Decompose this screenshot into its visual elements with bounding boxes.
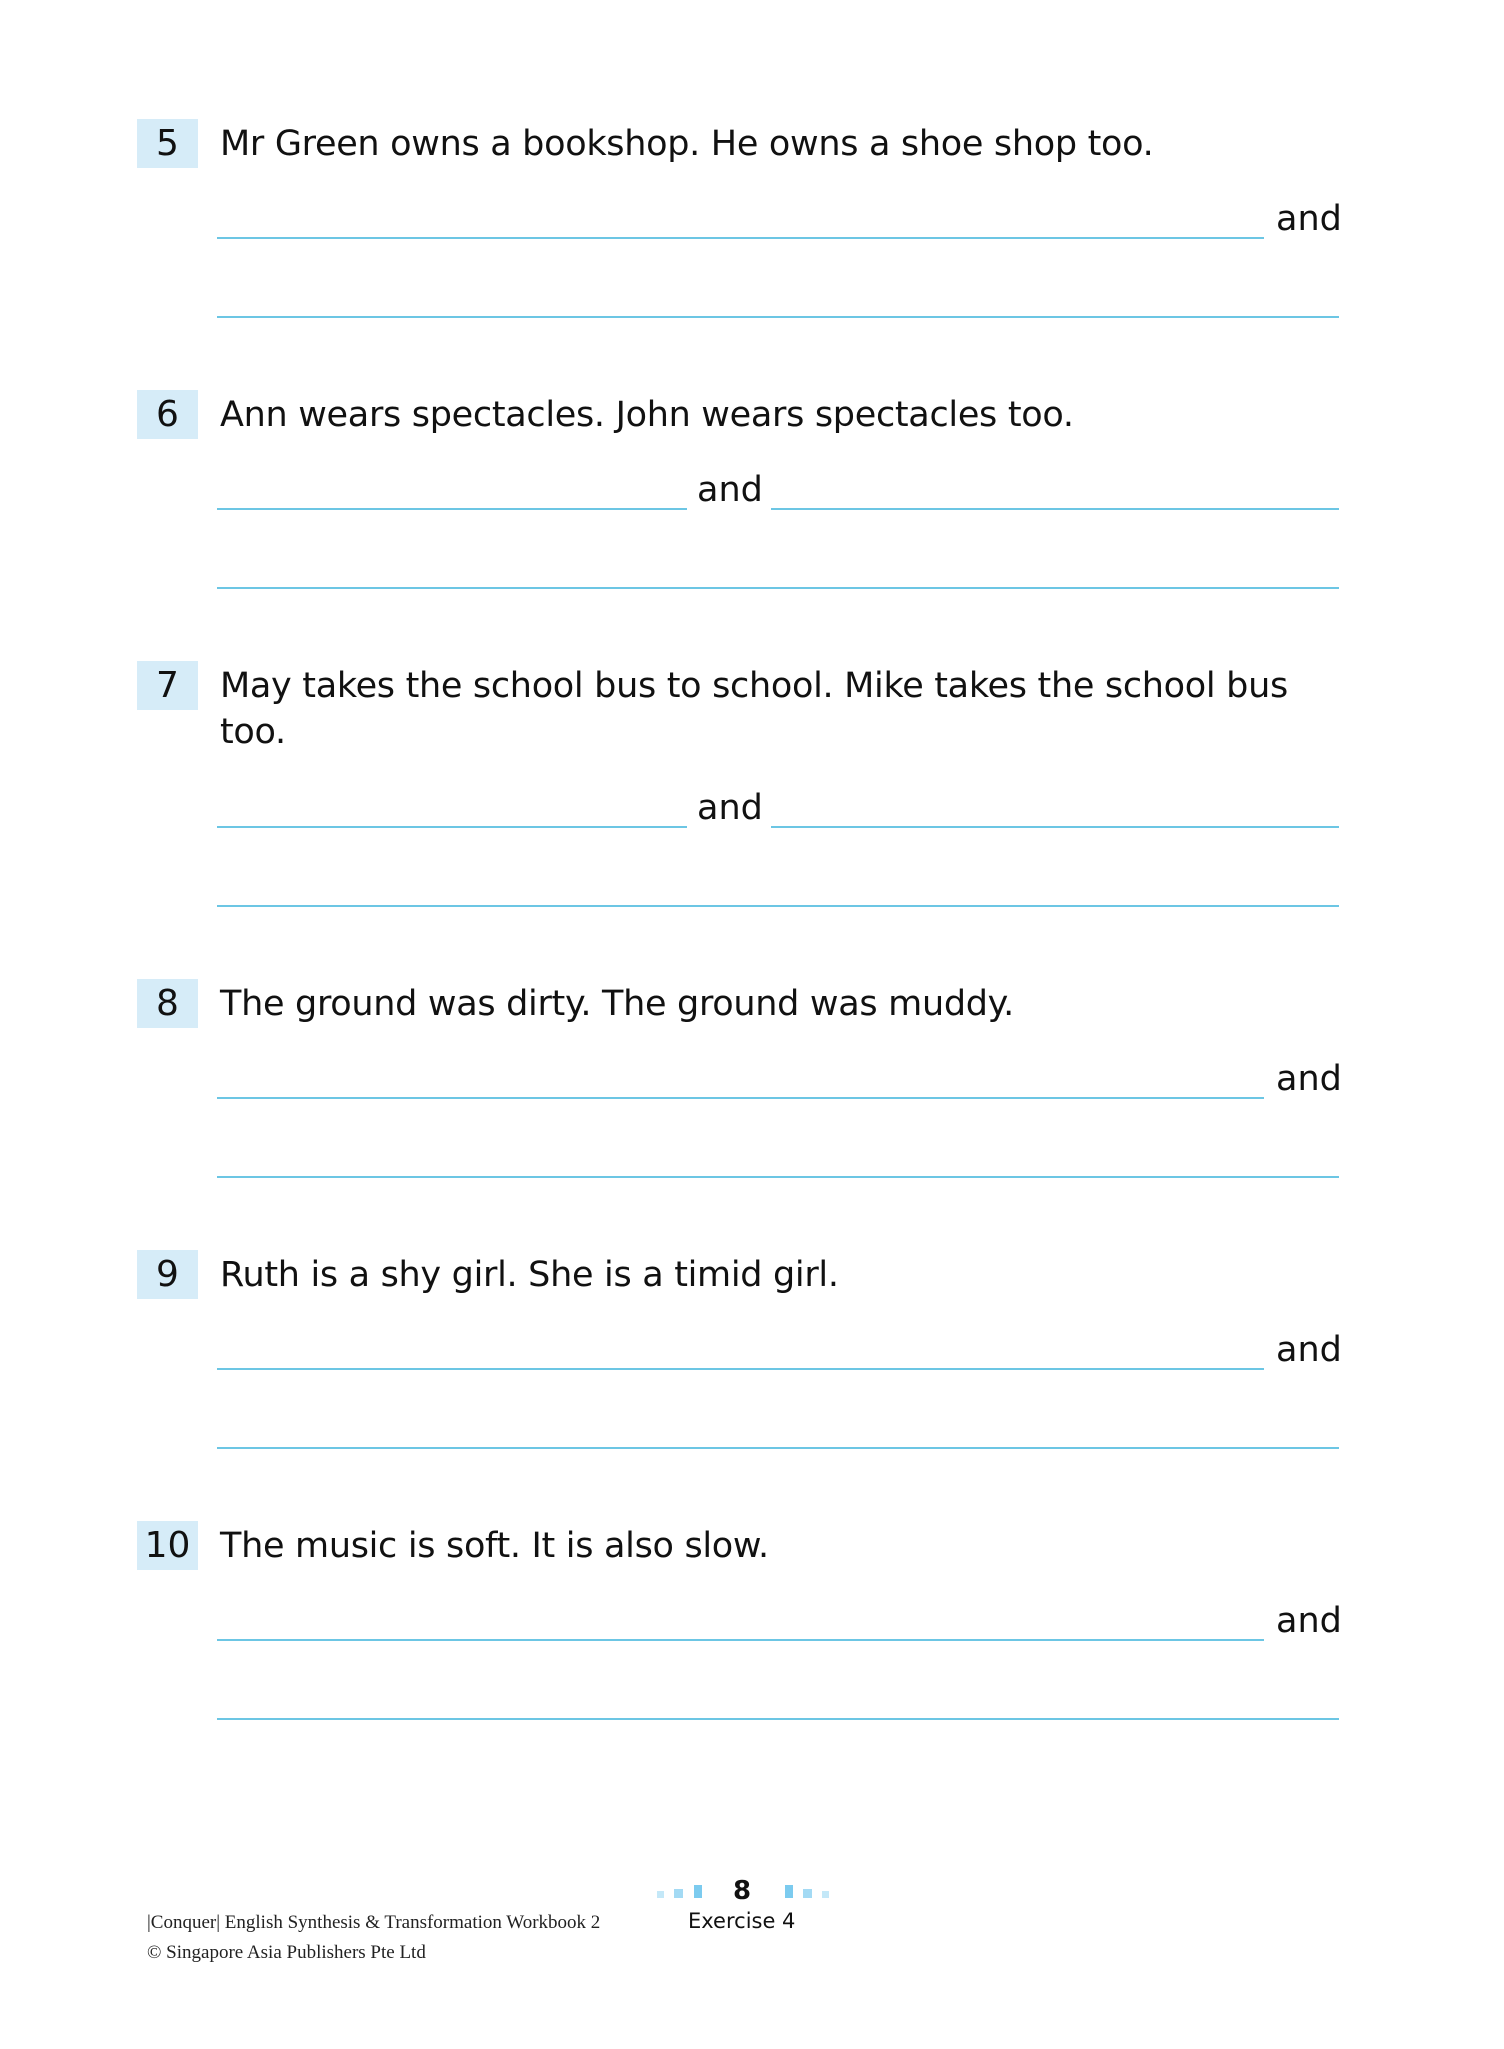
answer-line[interactable]	[217, 587, 1339, 589]
question-number: 9	[137, 1250, 198, 1299]
answer-line[interactable]	[217, 1097, 1264, 1099]
answer-line-right[interactable]	[771, 826, 1339, 828]
question-number: 6	[137, 390, 198, 439]
question-number: 7	[137, 661, 198, 710]
connector-and: and	[1276, 199, 1342, 239]
question-text: The music is soft. It is also slow.	[220, 1526, 769, 1566]
connector-and: and	[697, 788, 763, 828]
question-text: Ann wears spectacles. John wears spectacles too.	[220, 395, 1074, 435]
connector-and: and	[1276, 1330, 1342, 1370]
page-number: 8	[733, 1876, 752, 1906]
answer-line[interactable]	[217, 905, 1339, 907]
question-number: 5	[137, 119, 198, 168]
question-text: May takes the school bus to school. Mike takes the school bus too.	[220, 666, 1288, 752]
connector-and: and	[1276, 1059, 1342, 1099]
answer-line[interactable]	[217, 237, 1264, 239]
answer-line-right[interactable]	[771, 508, 1339, 510]
answer-line-left[interactable]	[217, 826, 687, 828]
question-text: The ground was dirty. The ground was muddy.	[220, 984, 1014, 1024]
answer-line[interactable]	[217, 1447, 1339, 1449]
connector-and: and	[697, 470, 763, 510]
exercise-label: Exercise 4	[688, 1909, 796, 1933]
answer-line-left[interactable]	[217, 508, 687, 510]
connector-and: and	[1276, 1601, 1342, 1641]
book-title: |Conquer| English Synthesis & Transformation Workbook 2	[147, 1912, 601, 1933]
answer-line[interactable]	[217, 1718, 1339, 1720]
answer-line[interactable]	[217, 1639, 1264, 1641]
copyright: © Singapore Asia Publishers Pte Ltd	[147, 1942, 426, 1963]
question-number: 10	[137, 1521, 198, 1570]
answer-line[interactable]	[217, 1176, 1339, 1178]
answer-line[interactable]	[217, 316, 1339, 318]
question-text: Ruth is a shy girl. She is a timid girl.	[220, 1255, 839, 1295]
question-text: Mr Green owns a bookshop. He owns a shoe shop too.	[220, 124, 1154, 164]
question-number: 8	[137, 979, 198, 1028]
answer-line[interactable]	[217, 1368, 1264, 1370]
